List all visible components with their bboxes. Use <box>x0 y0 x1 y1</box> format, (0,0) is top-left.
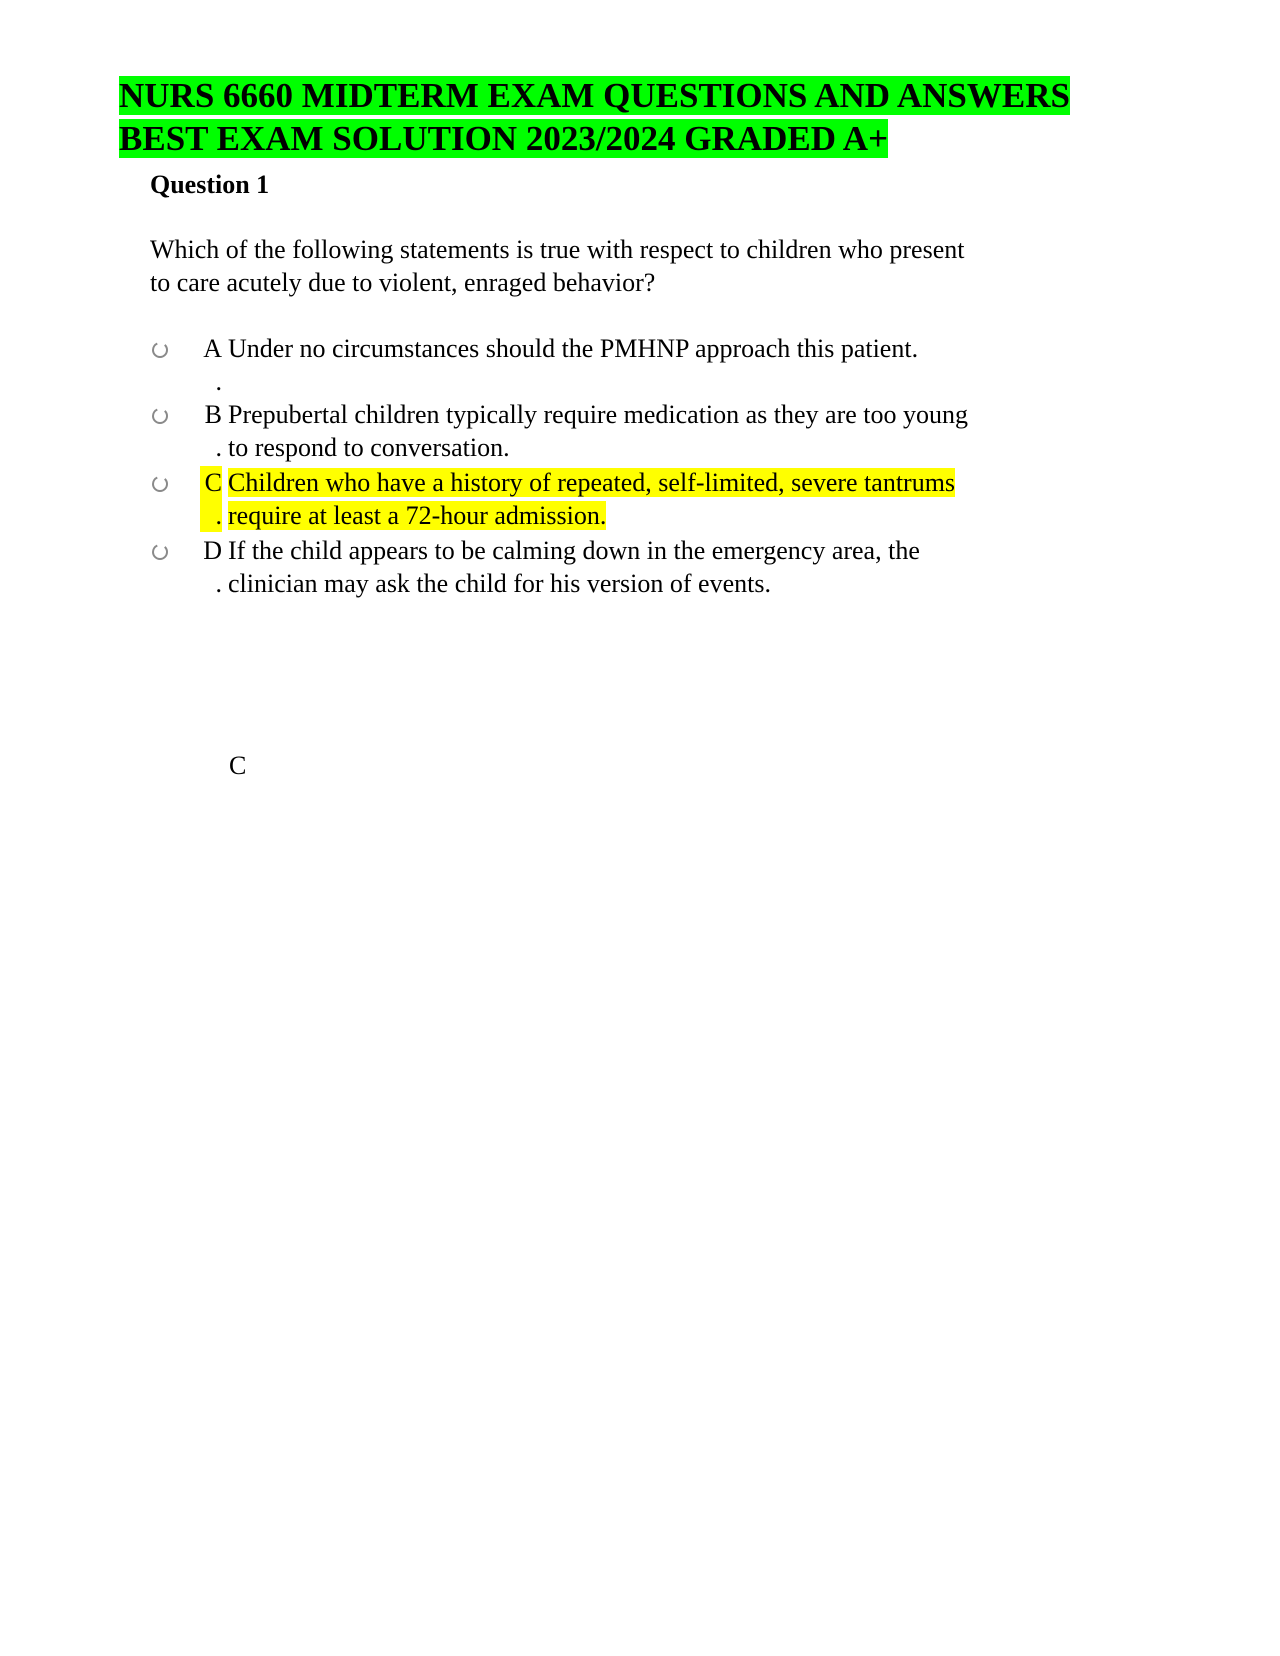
question-label: Question 1 <box>150 170 270 199</box>
option-letter: A <box>203 334 222 363</box>
option-text <box>228 398 1070 464</box>
option-text <box>228 332 1070 365</box>
option-text-line-2: require at least a 72-hour admission. <box>228 501 607 530</box>
answer-options <box>150 332 1070 602</box>
option-dot: . <box>200 499 222 532</box>
option-text-line-2: clinician may ask the child for his version of events. <box>228 569 771 598</box>
option-d[interactable] <box>150 534 1070 600</box>
option-text-line-1: If the child appears to be calming down in the emergency area, the <box>228 536 920 565</box>
option-letter: B <box>204 400 222 429</box>
option-text-line-1: Children who have a history of repeated, self-limited, severe tantrums <box>228 468 956 497</box>
title-line-2: BEST EXAM SOLUTION 2023/2024 GRADED A+ <box>119 119 889 158</box>
radio-button-icon[interactable] <box>150 406 170 426</box>
answer-key: C <box>229 751 247 780</box>
option-text-line-1: Prepubertal children typically require medication as they are too young <box>228 400 969 429</box>
option-letter-col <box>200 398 222 464</box>
radio-button-icon[interactable] <box>150 542 170 562</box>
option-text <box>228 534 1070 600</box>
option-b[interactable] <box>150 398 1070 464</box>
option-dot: . <box>215 367 222 396</box>
question-text-line-1: Which of the following statements is true with respect to children who present <box>150 235 965 264</box>
option-a[interactable] <box>150 332 1070 398</box>
title-line-1: NURS 6660 MIDTERM EXAM QUESTIONS AND ANSWERS <box>119 76 1070 115</box>
radio-button-icon[interactable] <box>150 474 170 494</box>
radio-button-icon[interactable] <box>150 340 170 360</box>
option-text-line-1: Under no circumstances should the PMHNP approach this patient. <box>228 334 919 363</box>
option-c[interactable] <box>150 466 1070 532</box>
question-text-line-2: to care acutely due to violent, enraged behavior? <box>150 268 656 297</box>
option-letter-col <box>200 466 222 532</box>
option-dot: . <box>215 433 222 462</box>
question-text <box>150 233 1070 299</box>
option-letter-col <box>200 534 222 600</box>
option-letter: D <box>203 536 222 565</box>
option-dot: . <box>215 569 222 598</box>
option-letter-col <box>200 332 222 398</box>
document-title <box>119 74 1189 160</box>
option-letter: C <box>200 466 222 499</box>
option-text-line-2: to respond to conversation. <box>228 433 510 462</box>
option-text <box>228 466 1070 532</box>
